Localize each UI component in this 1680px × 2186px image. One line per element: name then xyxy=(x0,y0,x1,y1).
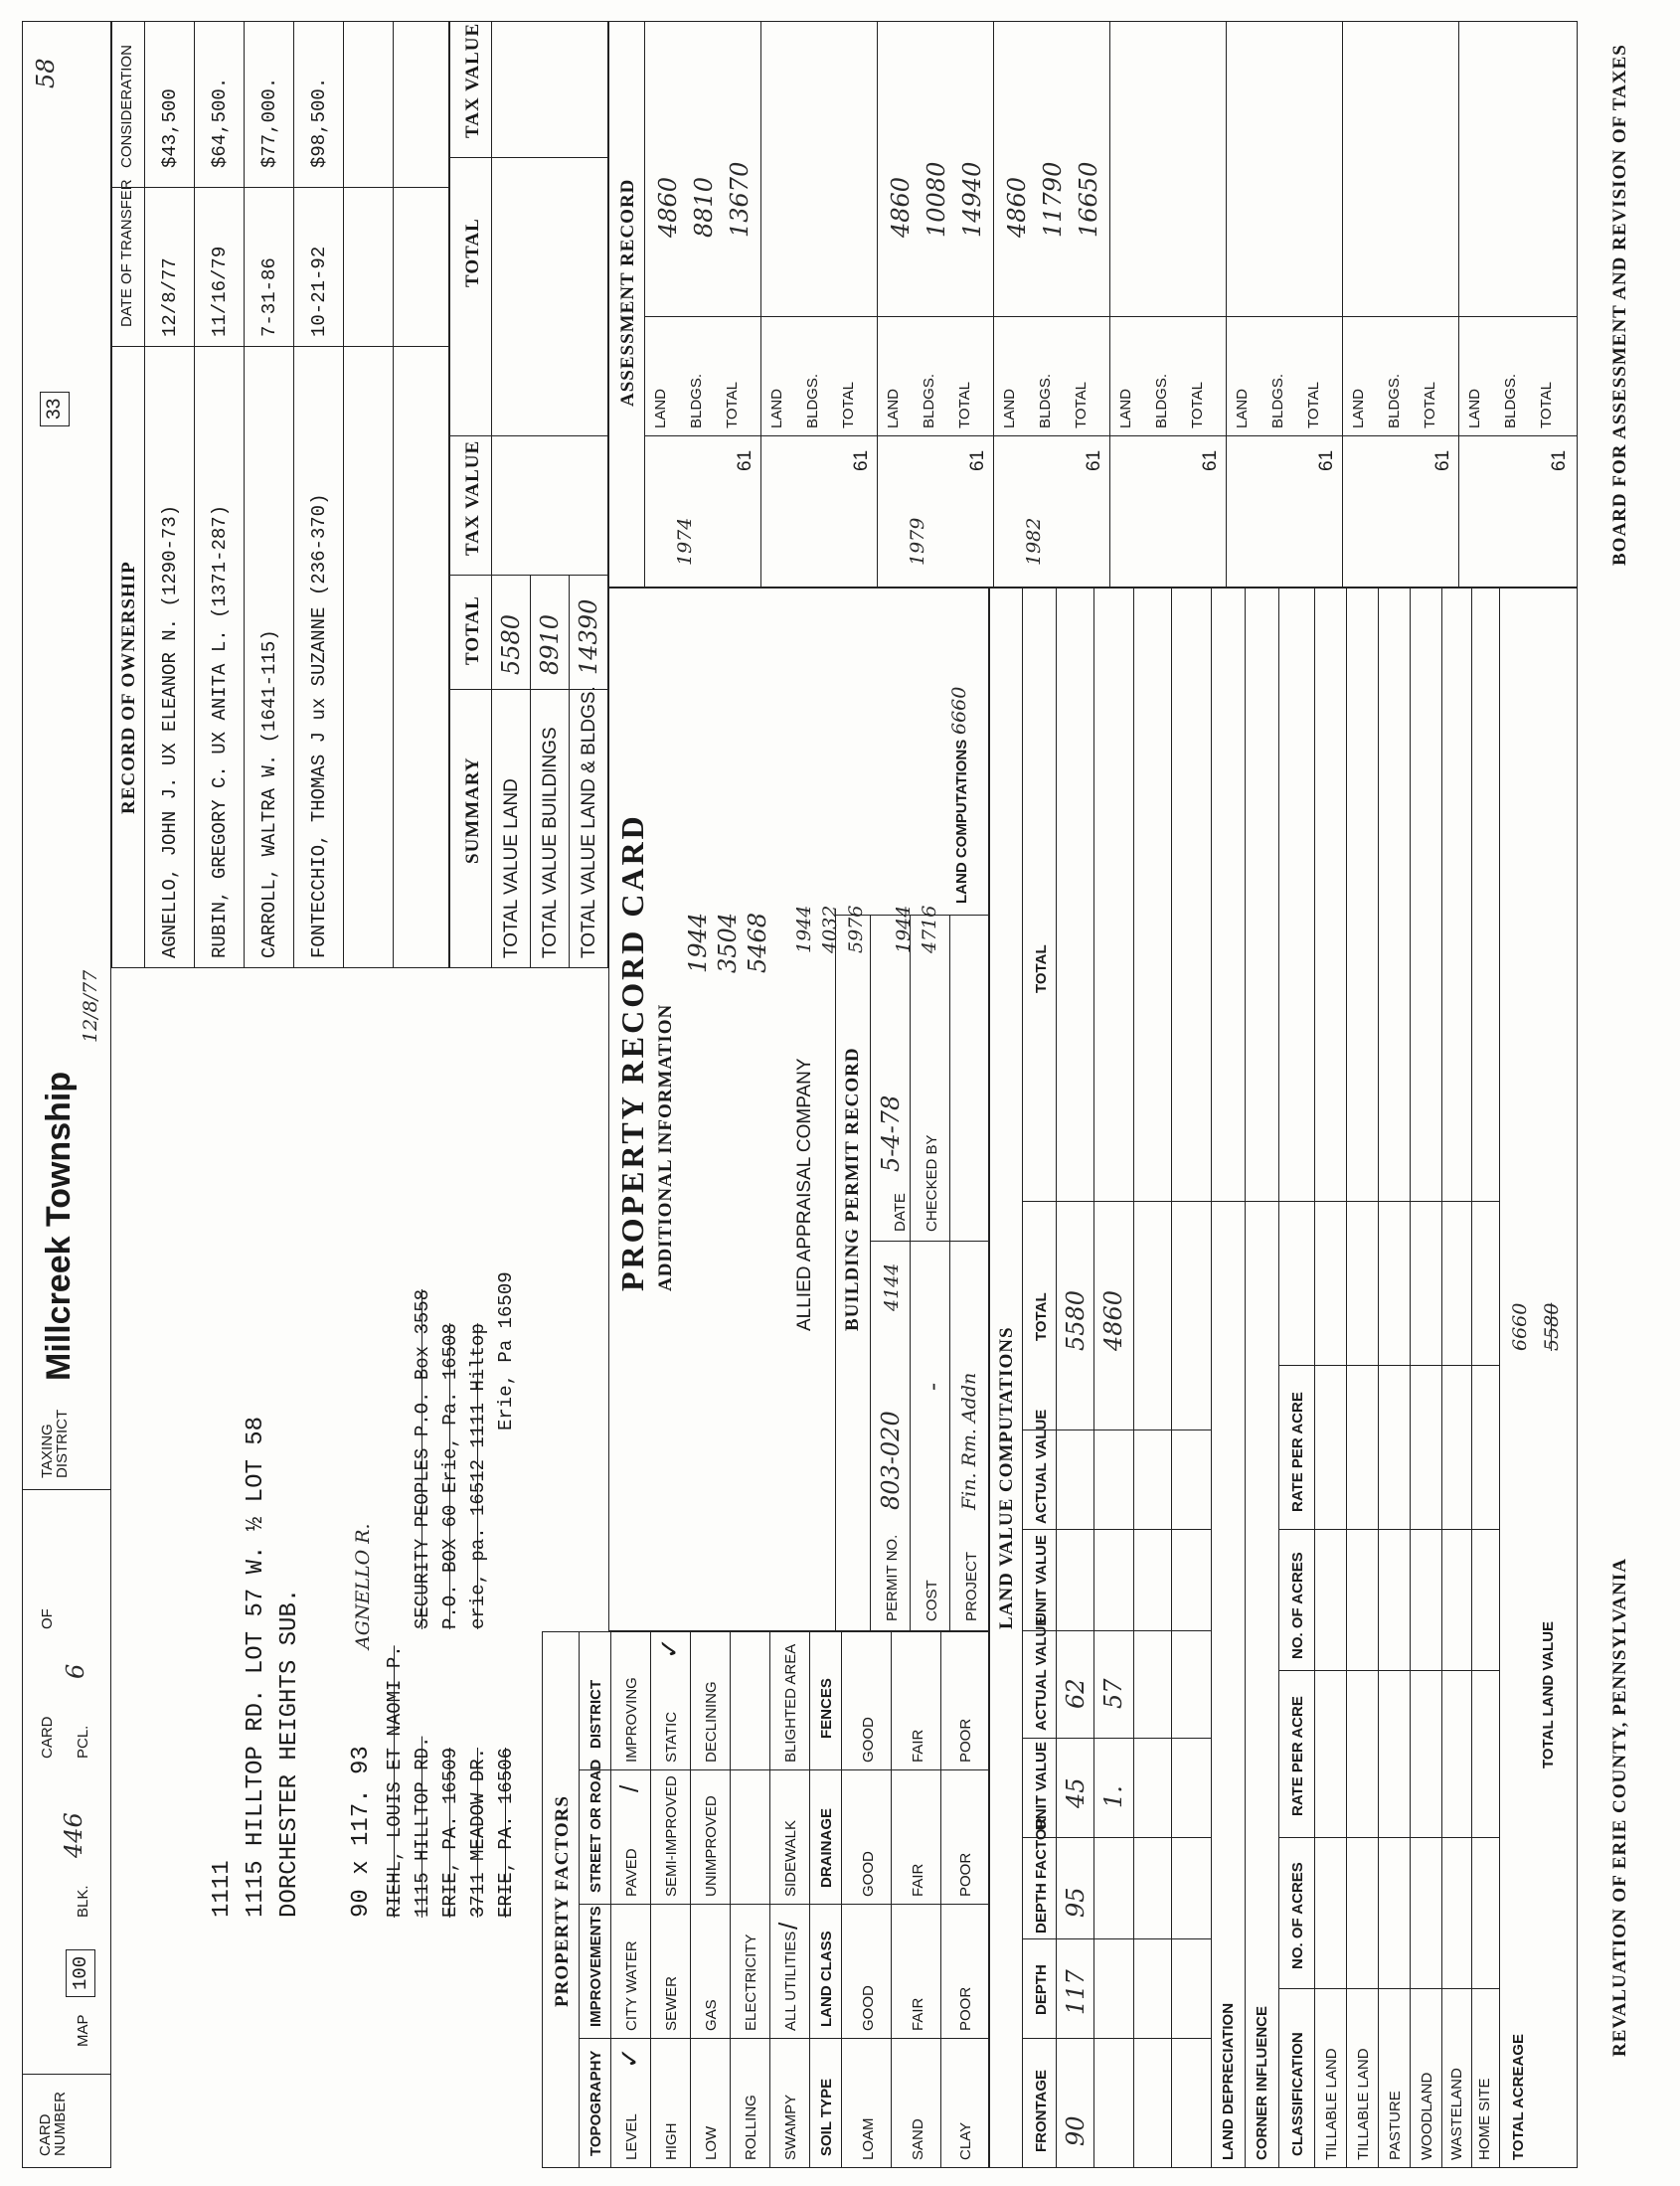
assessment-code: 61 xyxy=(735,449,756,471)
divider xyxy=(579,1904,989,1905)
taxing-district-value: Millcreek Township xyxy=(40,1071,78,1381)
assessment-code: 61 xyxy=(1084,449,1104,471)
divider xyxy=(569,576,570,968)
bldgs-label: BLDGS. xyxy=(1037,373,1054,428)
land-label: LAND xyxy=(1001,388,1018,428)
card-label: CARD xyxy=(39,1716,56,1759)
divider xyxy=(449,435,608,436)
divider xyxy=(644,316,1578,317)
row1-frontage: 90 xyxy=(1062,2115,1090,2146)
owner-history-right-3: erie, pa. 16512 1111 Hiltop xyxy=(467,1323,489,1629)
map-label: MAP xyxy=(75,2014,91,2047)
owner-row-2: RUBIN, GREGORY C. UX ANITA L. (1371-287) xyxy=(209,504,231,958)
land-class-header: LAND CLASS xyxy=(818,1931,835,2027)
divider xyxy=(1441,588,1442,2168)
topo-rolling: ROLLING xyxy=(743,2095,759,2160)
divider xyxy=(111,187,449,188)
divider xyxy=(877,21,878,588)
col-depth-factor: DEPTH FACTOR xyxy=(1033,1817,1050,1934)
drainage-fair: FAIR xyxy=(910,1863,926,1897)
divider xyxy=(1471,588,1472,2168)
divider xyxy=(730,1631,731,2168)
property-factors-title: PROPERTY FACTORS xyxy=(552,1795,573,2007)
card-title: PROPERTY RECORD CARD xyxy=(614,813,650,1291)
row2-unit-value: 1. xyxy=(1099,1785,1127,1808)
col-actual-value-1: ACTUAL VALUE xyxy=(1033,1615,1050,1731)
addl-value-1: 1944 xyxy=(684,912,712,973)
classification-header: CLASSIFICATION xyxy=(1289,2032,1306,2156)
topo-high: HIGH xyxy=(663,2122,680,2160)
property-factors-panel xyxy=(542,1631,989,2168)
row1-total: 5580 xyxy=(1062,1289,1090,1351)
bldgs-label: BLDGS. xyxy=(1269,373,1286,428)
total-land-value-1: 6660 xyxy=(1509,1302,1531,1351)
assessment-code: 61 xyxy=(967,449,988,471)
divider xyxy=(1056,588,1057,2168)
assessment-total-1: 13670 xyxy=(726,161,754,238)
summary-landbldgs-total: 14390 xyxy=(575,598,602,675)
assessment-total-4: 16650 xyxy=(1075,161,1102,238)
owner-consideration-2: $64,500. xyxy=(209,77,231,168)
street-header: STREET OR ROAD xyxy=(588,1759,604,1893)
bldgs-label: BLDGS. xyxy=(1153,373,1170,428)
assessment-label-column xyxy=(652,319,1583,428)
divider xyxy=(769,1631,770,2168)
divider xyxy=(644,435,1578,436)
assessment-land-3: 4860 xyxy=(887,176,915,238)
assessment-total-3: 14940 xyxy=(958,161,986,238)
fences-poor: POOR xyxy=(957,1718,974,1763)
building-permit-title: BUILDING PERMIT RECORD xyxy=(842,1047,863,1331)
divider xyxy=(343,21,344,968)
col-unit-value-2: UNIT VALUE xyxy=(1033,1535,1050,1623)
divider xyxy=(144,21,145,968)
divider xyxy=(579,2038,989,2039)
date-header: DATE OF TRANSFER xyxy=(118,179,135,327)
permit-date-value: 5-4-78 xyxy=(877,1094,905,1172)
divider xyxy=(870,1241,989,1242)
owner-row-4: FONTECCHIO, THOMAS J ux SUZANNE (236-370) xyxy=(308,493,330,958)
divider xyxy=(610,1631,611,2168)
street-paved: PAVED xyxy=(623,1848,640,1897)
topo-low: LOW xyxy=(703,2125,720,2160)
divider xyxy=(910,916,911,1631)
class-tillable-1: TILLABLE LAND xyxy=(1323,2048,1340,2160)
divider xyxy=(22,1489,111,1490)
summary-bldgs-total: 8910 xyxy=(536,613,564,675)
divider xyxy=(644,21,645,588)
divider xyxy=(841,1631,842,2168)
improvements-header: IMPROVEMENTS xyxy=(588,1906,604,2027)
owner-date-2: 11/16/79 xyxy=(209,246,231,337)
row1-actual-value: 62 xyxy=(1062,1678,1090,1709)
land-class-good: GOOD xyxy=(860,1985,877,2031)
col-total-2: TOTAL xyxy=(1033,944,1050,993)
permit-no-right: 4144 xyxy=(881,1262,903,1311)
summary-tax-header: TAX VALUE xyxy=(462,439,483,556)
divider xyxy=(1278,1837,1499,1838)
divider xyxy=(1278,1529,1499,1530)
drainage-good: GOOD xyxy=(860,1851,877,1897)
topo-swampy: SWAMPY xyxy=(782,2094,799,2160)
divider xyxy=(650,1631,651,2168)
divider xyxy=(1458,21,1459,588)
assessment-panel xyxy=(608,21,1578,588)
col-total-1: TOTAL xyxy=(1033,1292,1050,1341)
owner-row-1: AGNELLO, JOHN J. UX ELEANOR N. (1290-73) xyxy=(159,504,181,958)
divider xyxy=(1133,588,1134,2168)
street-semi: SEMI-IMPROVED xyxy=(663,1775,680,1897)
bldgs-label: BLDGS. xyxy=(1386,373,1403,428)
owner-consideration-4: $98,500. xyxy=(308,77,330,168)
divider xyxy=(579,1631,580,2168)
corner-influence: CORNER INFLUENCE xyxy=(1254,2005,1270,2160)
bldgs-label: BLDGS. xyxy=(688,373,705,428)
divider xyxy=(835,916,836,1631)
class-woodland: WOODLAND xyxy=(1419,2072,1435,2160)
land-computations-value: 6660 xyxy=(948,686,970,735)
land-class-poor: POOR xyxy=(957,1986,974,2031)
owner-history-right-2: P.O. BOX 60 Erie, Pa. 16508 xyxy=(439,1323,461,1629)
impr-sewer: SEWER xyxy=(663,1975,680,2031)
col-frontage: FRONTAGE xyxy=(1033,2069,1050,2152)
owner-history-left-4: 3711 MEADOW DR. xyxy=(467,1747,489,1918)
divider xyxy=(1022,588,1023,2168)
total-label: TOTAL xyxy=(956,382,973,428)
divider xyxy=(891,1631,892,2168)
property-line-3: DORCHESTER HEIGHTS SUB. xyxy=(276,1588,303,1918)
assessment-bldgs-4: 11790 xyxy=(1039,161,1067,238)
impr-all-utilities: ALL UTILITIES xyxy=(782,1931,799,2031)
land-class-fair: FAIR xyxy=(910,1997,926,2031)
assessment-bldgs-1: 8810 xyxy=(690,176,718,238)
divider xyxy=(244,21,245,968)
impr-gas: GAS xyxy=(703,1999,720,2031)
divider xyxy=(1022,1738,1211,1739)
blk-value: 446 xyxy=(60,1812,87,1858)
permit-no-label: PERMIT NO. xyxy=(884,1534,901,1621)
divider xyxy=(1499,588,1500,2168)
fences-fair: FAIR xyxy=(910,1729,926,1763)
col-unit-value-1: UNIT VALUE xyxy=(1033,1742,1050,1830)
divider xyxy=(393,21,394,968)
of-label: OF xyxy=(39,1608,56,1629)
page-number: 58 xyxy=(32,58,60,88)
handwritten-date: 12/8/77 xyxy=(80,969,101,1043)
summary-landbldgs-label: TOTAL VALUE LAND & BLDGS. xyxy=(579,686,599,958)
district-blighted: BLIGHTED AREA xyxy=(782,1643,799,1763)
fences-header: FENCES xyxy=(818,1678,835,1739)
divider xyxy=(1171,588,1172,2168)
land-label: LAND xyxy=(652,388,669,428)
soil-header: SOIL TYPE xyxy=(818,2078,835,2156)
divider xyxy=(1022,1630,1211,1631)
cost-label: COST xyxy=(924,1580,940,1621)
divider xyxy=(1278,1988,1499,1989)
bldgs-label: BLDGS. xyxy=(804,373,821,428)
row1-depth-factor: 95 xyxy=(1062,1887,1090,1918)
addl-value-3: 5468 xyxy=(744,912,771,973)
assessment-land-4: 4860 xyxy=(1003,176,1031,238)
divider xyxy=(111,346,449,347)
street-unimproved: UNIMPROVED xyxy=(703,1795,720,1897)
bldgs-label: BLDGS. xyxy=(921,373,937,428)
divider xyxy=(1022,1529,1211,1530)
divider xyxy=(1378,588,1379,2168)
map-value: 100 xyxy=(66,1949,95,1997)
assessment-code: 61 xyxy=(851,449,872,471)
check-mark-icon: / xyxy=(773,1922,803,1930)
assessment-code: 61 xyxy=(1316,449,1337,471)
divider xyxy=(940,1631,941,2168)
assessment-code: 61 xyxy=(1432,449,1453,471)
owner-history-left-5: ERIE, PA. 16506 xyxy=(495,1747,517,1918)
rate-header-2: RATE PER ACRE xyxy=(1289,1392,1306,1512)
addl-value-2: 3504 xyxy=(714,912,742,973)
divider xyxy=(1226,21,1227,588)
topography-header: TOPOGRAPHY xyxy=(588,2050,604,2156)
topo-level: LEVEL xyxy=(623,2113,640,2160)
handwritten-owner: AGNELLO R. xyxy=(352,1523,374,1649)
total-land-value: TOTAL LAND VALUE xyxy=(1540,1620,1557,1768)
owner-date-1: 12/8/77 xyxy=(159,257,181,337)
addl-value-6: 5976 xyxy=(845,905,867,953)
soil-sand: SAND xyxy=(910,2118,926,2160)
total-label: TOTAL xyxy=(840,382,857,428)
land-value-title: LAND VALUE COMPUTATIONS xyxy=(996,1326,1017,1629)
checked-by-label: CHECKED BY xyxy=(924,1134,940,1232)
assessment-year-1: 1974 xyxy=(674,517,696,566)
divider xyxy=(293,21,294,968)
assessment-land-1: 4860 xyxy=(654,176,682,238)
owner-history-left-3: ERIE, PA. 16509 xyxy=(439,1747,461,1918)
summary-right-tax: TAX VALUE xyxy=(462,22,483,138)
class-wasteland: WASTELAND xyxy=(1448,2068,1465,2160)
consideration-header: CONSIDERATION xyxy=(118,45,135,168)
owner-history-right-4: Erie, Pa 16509 xyxy=(495,1271,517,1430)
district-declining: DECLINING xyxy=(703,1681,720,1763)
divider xyxy=(1314,588,1315,2168)
addl-value-5: 4032 xyxy=(819,905,841,953)
pcl-value: 6 xyxy=(62,1663,89,1679)
assessment-code: 61 xyxy=(1549,449,1570,471)
owner-date-4: 10-21-92 xyxy=(308,246,330,337)
additional-info-title: ADDITIONAL INFORMATION xyxy=(655,1003,676,1291)
pcl-label: PCL. xyxy=(75,1725,91,1759)
owner-history-right-1: SECURITY PEOPLES P.O. Box 3558 xyxy=(412,1288,433,1629)
ownership-title: RECORD OF OWNERSHIP xyxy=(118,561,139,814)
box-number: 33 xyxy=(40,392,70,426)
divider xyxy=(1022,1938,1211,1939)
divider xyxy=(1278,1365,1499,1366)
row2-actual-value: 57 xyxy=(1099,1678,1127,1709)
divider xyxy=(1245,588,1246,2168)
drainage-header: DRAINAGE xyxy=(818,1807,835,1888)
rate-header-1: RATE PER ACRE xyxy=(1289,1696,1306,1816)
total-label: TOTAL xyxy=(1538,382,1555,428)
row1-depth: 117 xyxy=(1062,1969,1090,2015)
land-label: LAND xyxy=(1350,388,1367,428)
class-tillable-2: TILLABLE LAND xyxy=(1355,2048,1372,2160)
divider xyxy=(1211,588,1212,2168)
divider xyxy=(530,576,531,968)
drainage-poor: POOR xyxy=(957,1852,974,1897)
addl-value-8: 4716 xyxy=(919,905,940,953)
street-sidewalk: SIDEWALK xyxy=(782,1820,799,1897)
col-actual-value-2: ACTUAL VALUE xyxy=(1033,1409,1050,1524)
district-header: DISTRICT xyxy=(588,1679,604,1749)
property-dimensions: 90 x 117. 93 xyxy=(348,1746,375,1918)
summary-right-total: TOTAL xyxy=(462,218,483,287)
addl-value-4: 1944 xyxy=(793,905,815,953)
divider xyxy=(760,21,761,588)
owner-consideration-3: $77,000. xyxy=(258,77,280,168)
divider xyxy=(870,916,871,1631)
taxing-district-label: TAXING DISTRICT xyxy=(39,1409,71,1478)
divider xyxy=(949,916,950,1631)
addl-value-7: 1944 xyxy=(893,905,915,953)
owner-row-3: CARROLL, WALTRA W. (1641-115) xyxy=(258,629,280,958)
impr-electricity: ELECTRICITY xyxy=(743,1934,759,2031)
assessment-bldgs-3: 10080 xyxy=(923,161,950,238)
row2-total: 4860 xyxy=(1099,1289,1127,1351)
col-depth: DEPTH xyxy=(1033,1964,1050,2015)
total-acreage: TOTAL ACREAGE xyxy=(1510,2034,1527,2160)
soil-clay: CLAY xyxy=(957,2121,974,2160)
divider xyxy=(809,1631,810,2168)
divider xyxy=(579,1769,989,1770)
total-label: TOTAL xyxy=(1422,382,1438,428)
land-computations-title: LAND COMPUTATIONS xyxy=(953,739,970,904)
divider xyxy=(491,21,492,968)
total-label: TOTAL xyxy=(1189,382,1206,428)
divider xyxy=(194,21,195,968)
divider xyxy=(1342,21,1343,588)
assessment-code: 61 xyxy=(1200,449,1221,471)
divider xyxy=(449,157,608,158)
check-mark-icon: ✓ xyxy=(654,1637,684,1659)
blk-label: BLK. xyxy=(75,1885,91,1918)
class-home-site: HOME SITE xyxy=(1476,2078,1493,2160)
summary-land-label: TOTAL VALUE LAND xyxy=(501,778,522,958)
permit-date-label: DATE xyxy=(892,1193,909,1232)
land-label: LAND xyxy=(1117,388,1134,428)
project-value: Fin. Rm. Addn xyxy=(958,1372,980,1510)
total-label: TOTAL xyxy=(1305,382,1322,428)
footer-right: BOARD FOR ASSESSMENT AND REVISION OF TAXES xyxy=(1609,44,1630,566)
impr-city-water: CITY WATER xyxy=(623,1940,640,2031)
acres-header-2: NO. OF ACRES xyxy=(1289,1552,1306,1659)
summary-land-total: 5580 xyxy=(497,613,525,675)
total-label: TOTAL xyxy=(724,382,741,428)
district-improving: IMPROVING xyxy=(623,1677,640,1763)
land-label: LAND xyxy=(1466,388,1483,428)
owner-consideration-1: $43,500 xyxy=(159,88,181,168)
check-mark-icon: ✓ xyxy=(614,2047,644,2069)
divider xyxy=(449,575,608,576)
divider xyxy=(993,21,994,588)
divider xyxy=(1022,2038,1211,2039)
allied-appraisal: ALLIED APPRAISAL COMPANY xyxy=(794,1058,815,1331)
divider xyxy=(1278,588,1279,2168)
divider xyxy=(1346,588,1347,2168)
assessment-year-4: 1982 xyxy=(1023,517,1045,566)
permit-no-value: 803-020 xyxy=(877,1411,905,1510)
total-land-value-2: 5580 xyxy=(1541,1302,1563,1351)
divider xyxy=(1022,1429,1211,1430)
fences-good: GOOD xyxy=(860,1717,877,1763)
divider xyxy=(835,915,989,916)
divider xyxy=(1410,588,1411,2168)
divider xyxy=(22,2074,111,2075)
land-value-panel xyxy=(989,588,1578,2168)
summary-total-header: TOTAL xyxy=(462,595,483,665)
row1-unit-value: 45 xyxy=(1062,1777,1090,1808)
class-pasture: PASTURE xyxy=(1387,2091,1404,2160)
district-static: STATIC xyxy=(663,1711,680,1763)
property-line-2: 1115 HILLTOP RD. LOT 57 W. ½ LOT 58 xyxy=(243,1416,269,1918)
assessment-title: ASSESSMENT RECORD xyxy=(617,178,638,407)
property-line-1: 1111 xyxy=(209,1860,236,1918)
land-label: LAND xyxy=(1234,388,1251,428)
owner-history-left-2: 1115 HILLTOP RD. xyxy=(412,1736,433,1918)
divider xyxy=(1109,21,1110,588)
divider xyxy=(690,1631,691,2168)
divider xyxy=(1278,1670,1499,1671)
assessment-year-3: 1979 xyxy=(907,517,928,566)
summary-bldgs-label: TOTAL VALUE BUILDINGS xyxy=(540,727,561,958)
card-number-label: CARD NUMBER xyxy=(37,2091,69,2156)
footer-left: REVALUATION OF ERIE COUNTY, PENNSYLVANIA xyxy=(1609,1558,1630,2057)
cost-value: - xyxy=(919,1382,946,1391)
land-depreciation: LAND DEPRECIATION xyxy=(1220,2002,1237,2160)
land-label: LAND xyxy=(768,388,785,428)
bldgs-label: BLDGS. xyxy=(1502,373,1519,428)
project-label: PROJECT xyxy=(963,1551,980,1621)
soil-loam: LOAM xyxy=(860,2117,877,2160)
owner-date-3: 7-31-86 xyxy=(258,257,280,337)
acres-header-1: NO. OF ACRES xyxy=(1289,1862,1306,1969)
divider xyxy=(1022,1837,1211,1838)
check-mark-icon: / xyxy=(614,1784,644,1792)
owner-history-left-1: RIEHL, LOUIS ET NAOMI P. xyxy=(384,1645,406,1918)
total-label: TOTAL xyxy=(1073,382,1090,428)
summary-title: SUMMARY xyxy=(462,757,483,864)
land-label: LAND xyxy=(885,388,902,428)
divider xyxy=(1093,588,1094,2168)
